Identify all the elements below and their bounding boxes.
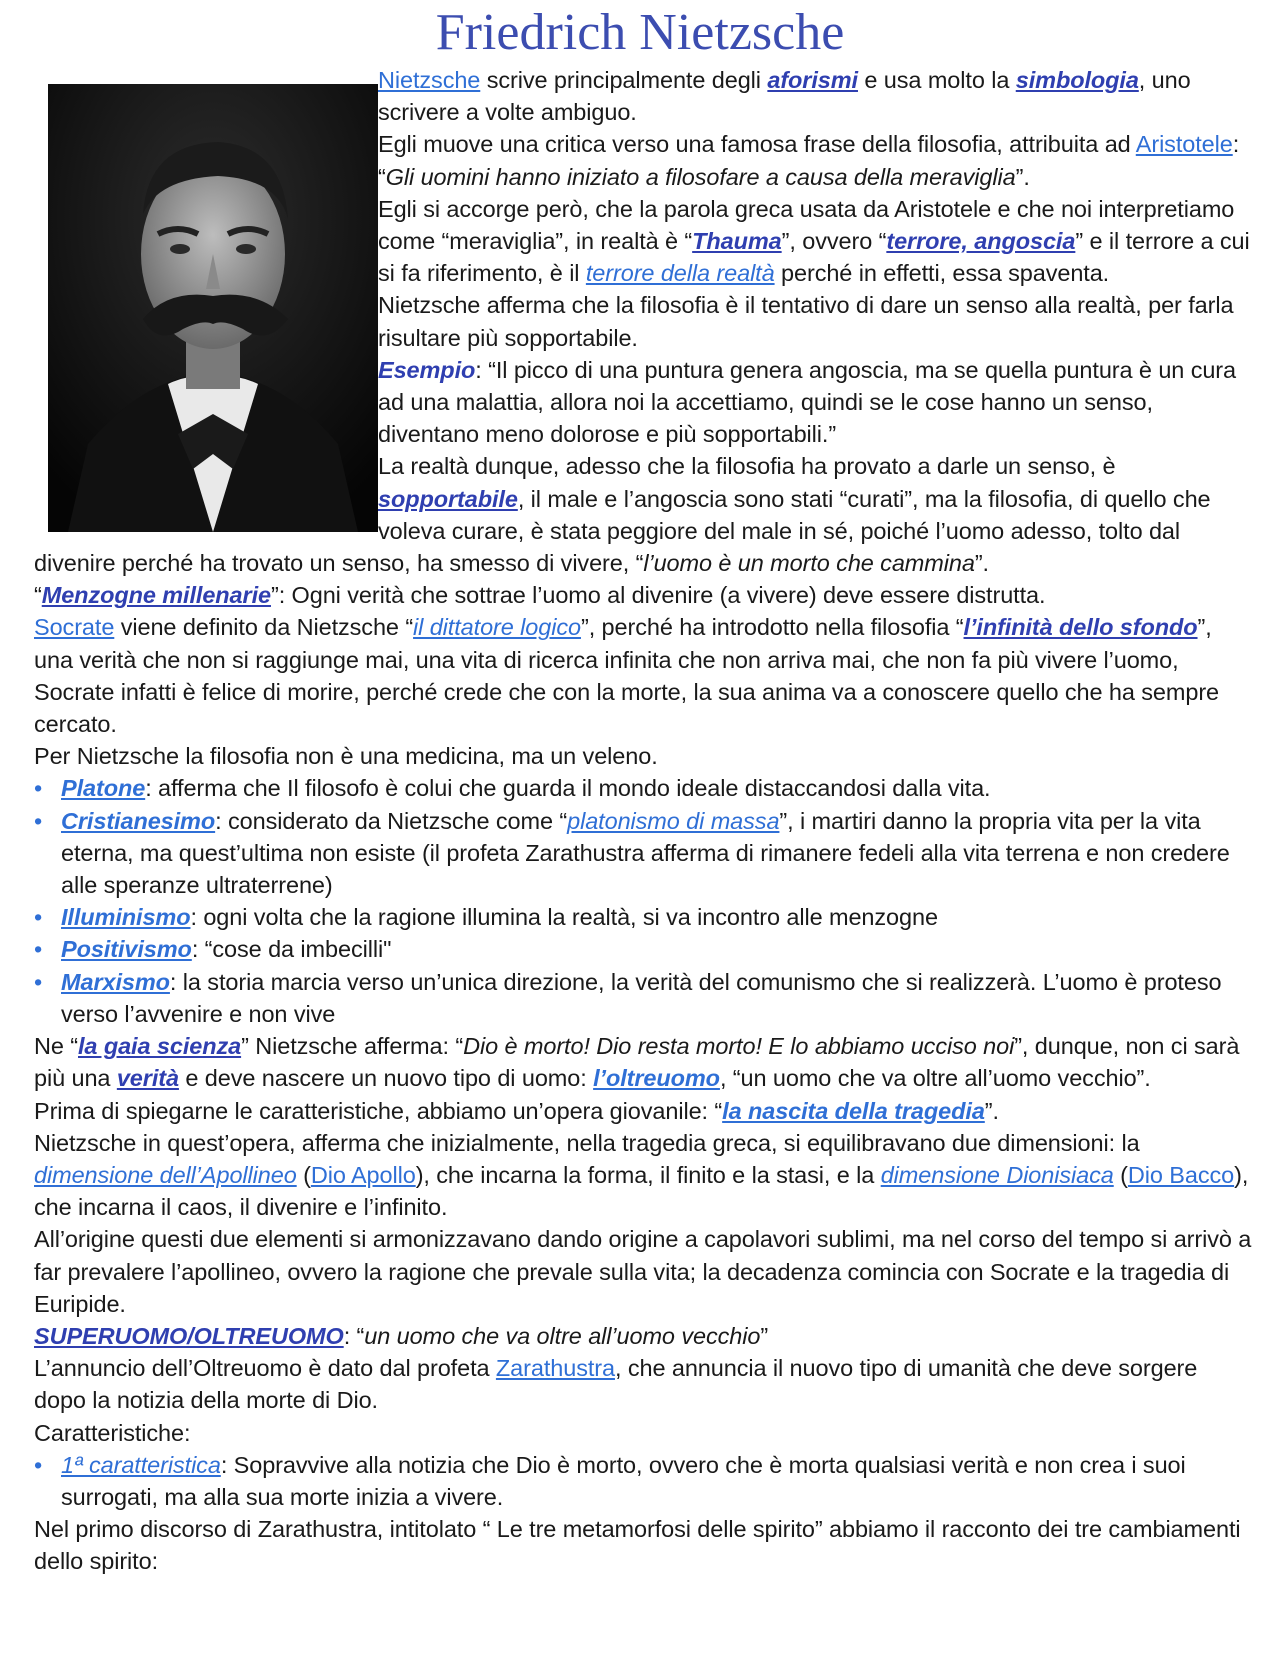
link-dio-apollo[interactable]: Dio Apollo <box>310 1161 416 1188</box>
page-title: Friedrich Nietzsche <box>435 4 845 61</box>
characteristics-list <box>34 1449 1252 1513</box>
characteristics-heading: Caratteristiche: <box>34 1419 191 1446</box>
superuomo-paragraph: SUPERUOMO/OLTREUOMO: “un uomo che va oltre all’uomo vecchio” <box>34 1322 769 1349</box>
socrates-paragraph: Socrate viene definito da Nietzsche “il dittatore logico”, perché ha introdotto nella filosofia “l’infinità dello sfondo”, una verità che non si raggiunge mai, una vita di ricerca infinita che non arriva mai, che non fa più vivere l’uomo, Socrate infatti è felice di morire, perché crede che con la morte, la sua anima va a conoscere quello che ha sempre cercato. <box>34 614 1220 738</box>
origin-paragraph: All’origine questi due elementi si armonizzavano dando origine a capolavori sublimi, ma nel corso del tempo si arrivò a far prevalere l’apollineo, ovvero la ragione che prevale sulla vita; la decadenza comincia con Socrate e la tragedia di Euripide. <box>34 1226 1252 1317</box>
body-text <box>34 64 1252 1578</box>
lies-paragraph: “Menzogne millenarie”: Ogni verità che sottrae l’uomo al divenire (a vivere) deve essere distrutta. <box>34 582 1046 609</box>
sense-paragraph: Nietzsche afferma che la filosofia è il tentativo di dare un senso alla realtà, per farla risultare più sopportabile. <box>378 292 1234 351</box>
bullet-icon: • <box>34 968 43 995</box>
link-dio-bacco[interactable]: Dio Bacco <box>1127 1161 1235 1188</box>
link-platonismo-di-massa[interactable]: platonismo di massa <box>567 807 780 834</box>
link-infinita-sfondo[interactable]: l’infinità dello sfondo <box>963 614 1198 641</box>
link-menzogne-millenarie[interactable]: Menzogne millenarie <box>41 582 271 609</box>
link-platone[interactable]: Platone <box>61 775 146 802</box>
list-item-cristianesimo: • Cristianesimo: considerato da Nietzsche come “platonismo di massa”, i martiri danno la propria vita per la vita eterna, ma quest’ultima non esiste (il profeta Zarathustra afferma di rimanere fedeli alla vita terrena e non credere alle speranze ultraterrene) <box>34 805 1252 902</box>
link-nascita-tragedia[interactable]: la nascita della tragedia <box>722 1097 985 1124</box>
link-aristotele[interactable]: Aristotele <box>1135 131 1233 158</box>
list-item-positivismo: • Positivismo: “cose da imbecilli" <box>34 933 1252 965</box>
portrait-space <box>0 64 378 532</box>
link-dimensione-apollineo[interactable]: dimensione dell’Apollineo <box>34 1161 297 1188</box>
bullet-icon: • <box>34 936 43 963</box>
link-dittatore-logico[interactable]: il dittatore logico <box>413 614 581 641</box>
link-dimensione-dionisiaca[interactable]: dimensione Dionisiaca <box>880 1161 1114 1188</box>
link-illuminismo[interactable]: Illuminismo <box>61 904 191 931</box>
link-socrate[interactable]: Socrate <box>34 614 115 641</box>
link-oltreuomo[interactable]: l’oltreuomo <box>593 1065 720 1092</box>
link-verita[interactable]: verità <box>116 1065 179 1092</box>
link-positivismo[interactable]: Positivismo <box>61 936 192 963</box>
link-thauma[interactable]: Thauma <box>692 228 782 255</box>
link-terrore-angoscia[interactable]: terrore, angoscia <box>886 228 1076 255</box>
example-label: Esempio <box>378 356 476 383</box>
list-item-illuminismo: • Illuminismo: ogni volta che la ragione illumina la realtà, si va incontro alle menzogne <box>34 901 1252 933</box>
critique-paragraph: Egli muove una critica verso una famosa frase della filosofia, attribuita ad Aristotele: <box>378 131 1240 158</box>
link-prima-caratteristica[interactable]: 1ª caratteristica <box>61 1451 221 1478</box>
link-aforismi[interactable]: aforismi <box>767 67 858 93</box>
link-cristianesimo[interactable]: Cristianesimo <box>61 807 216 834</box>
list-item-marxismo: • Marxismo: la storia marcia verso un’unica direzione, la verità del comunismo che si realizzerà. L’uomo è proteso verso l’avvenire e non vive <box>34 966 1252 1030</box>
gaia-paragraph: Ne “la gaia scienza” Nietzsche afferma: “Dio è morto! Dio resta morto! E lo abbiamo ucciso noi”, dunque, non ci sarà più una verità e deve nascere un nuovo tipo di uomo: l’oltreuomo, “un uomo che va oltre all’uomo vecchio”. <box>34 1033 1240 1092</box>
list-item-first-characteristic: • 1ª caratteristica: Sopravvive alla notizia che Dio è morto, ovvero che è morta qualsiasi verità e non crea i suoi surrogati, ma alla sua morte inizia a vivere. <box>34 1449 1252 1513</box>
bullet-icon: • <box>34 904 43 931</box>
link-sopportabile[interactable]: sopportabile <box>378 485 518 512</box>
reality-paragraph: La realtà dunque, adesso che la filosofia ha provato a darle un senso, è sopportabile, il male e l’angoscia sono stati “curati”, ma la filosofia, di quello che voleva curare, è stata peggiore del male in sé, poiché l’uomo adesso, tolto dal divenire perché ha trovato un senso, ha smesso di vivere, “l’uomo è un morto che cammina”. <box>34 453 1211 577</box>
intro-paragraph: Nietzsche scrive principalmente degli aforismi e usa molto la simbologia, uno scrivere a volte ambiguo. <box>378 67 1191 126</box>
bullet-icon: • <box>34 807 43 834</box>
discourse-paragraph: Nel primo discorso di Zarathustra, intitolato “ Le tre metamorfosi delle spirito” abbiamo il racconto dei tre cambiamenti dello spirito: <box>34 1516 1241 1575</box>
link-terrore-realta[interactable]: terrore della realtà <box>585 260 775 287</box>
tragedy-paragraph: Prima di spiegarne le caratteristiche, abbiamo un’opera giovanile: “la nascita della tragedia”. <box>34 1097 999 1124</box>
link-superuomo[interactable]: SUPERUOMO/OLTREUOMO <box>34 1322 344 1349</box>
link-nietzsche[interactable]: Nietzsche <box>378 67 481 93</box>
list-item-platone: • Platone: afferma che Il filosofo è colui che guarda il mondo ideale distaccandosi dalla vita. <box>34 772 1252 804</box>
aristotle-quote: “Gli uomini hanno iniziato a filosofare a causa della meraviglia”. <box>378 163 1030 190</box>
example-paragraph: Esempio: “Il picco di una puntura genera angoscia, ma se quella puntura è un cura ad una malattia, allora noi la accettiamo, quindi se le cose hanno un senso, diventano meno dolorose e più sopportabili.” <box>378 356 1237 448</box>
thauma-paragraph: Egli si accorge però, che la parola greca usata da Aristotele e che noi interpretiamo come “meraviglia”, in realtà è “Thauma”, ovvero “terrore, angoscia” e il terrore a cui si fa riferimento, è il terrore della realtà perché in effetti, essa spaventa. <box>378 195 1250 287</box>
link-zarathustra[interactable]: Zarathustra <box>495 1355 615 1382</box>
announce-paragraph: L’annuncio dell’Oltreuomo è dato dal profeta Zarathustra, che annuncia il nuovo tipo di umanità che deve sorgere dopo la notizia della morte di Dio. <box>34 1355 1198 1414</box>
dimensions-paragraph: Nietzsche in quest’opera, afferma che inizialmente, nella tragedia greca, si equilibravano due dimensioni: la dimensione dell’Apollineo (Dio Apollo), che incarna la forma, il finito e la stasi, e la dimensione Dionisiaca (Dio Bacco), che incarna il caos, il divenire e l’infinito. <box>34 1129 1249 1221</box>
poison-paragraph: Per Nietzsche la filosofia non è una medicina, ma un veleno. <box>34 743 658 770</box>
bullet-icon: • <box>34 775 43 802</box>
link-simbologia[interactable]: simbologia <box>1015 67 1139 93</box>
link-gaia-scienza[interactable]: la gaia scienza <box>78 1033 242 1060</box>
link-marxismo[interactable]: Marxismo <box>61 968 170 995</box>
philosophies-list <box>34 772 1252 1030</box>
bullet-icon: • <box>34 1451 43 1478</box>
